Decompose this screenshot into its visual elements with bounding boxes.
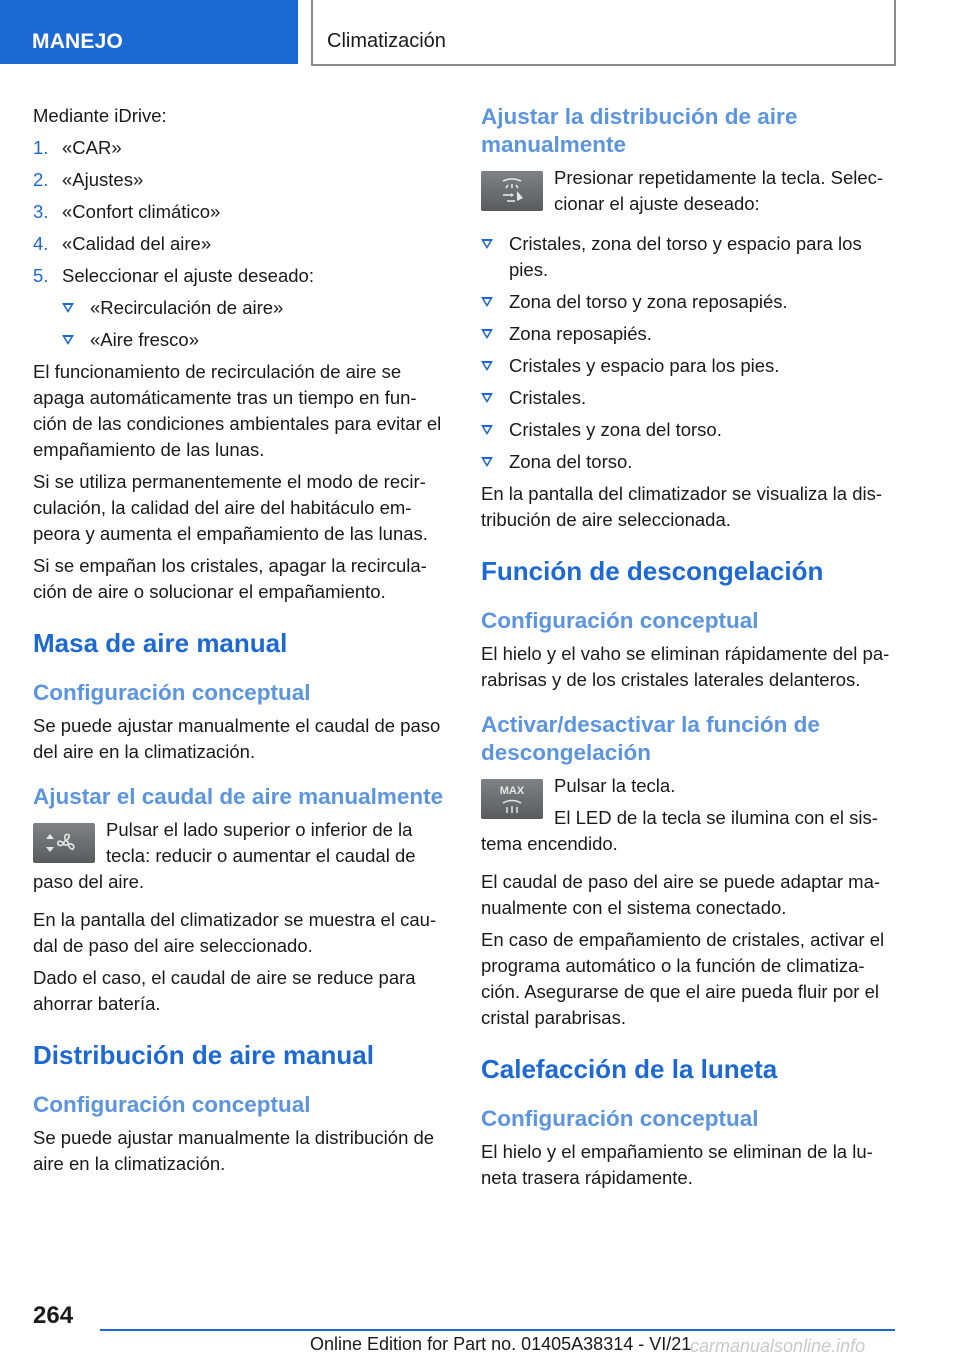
- step-number: 1.: [33, 137, 49, 158]
- section-tab: MANEJO: [0, 0, 298, 64]
- bullet-triangle-icon: [481, 457, 493, 467]
- bullet-triangle-icon: [481, 329, 493, 339]
- list-item-text: Cristales y espacio para los pies.: [509, 355, 780, 376]
- list-item-text: Zona reposapiés.: [509, 323, 652, 344]
- step-item: [33, 263, 448, 289]
- list-item-text: Cristales.: [509, 387, 587, 408]
- paragraph: Presionar repetidamente la tecla. Selec-cionar el ajuste deseado:: [554, 167, 884, 214]
- edition-note: Online Edition for Part no. 01405A38314 - VI/21: [310, 1334, 692, 1354]
- page-number: 264: [33, 1302, 74, 1329]
- paragraph: Pulsar la tecla.: [554, 775, 676, 796]
- list-item: [62, 295, 448, 321]
- heading-distribucion: Distribución de aire manual: [33, 1040, 374, 1070]
- step-number: 2.: [33, 169, 49, 190]
- paragraph: En la pantalla del climatizador se muestra el cau-dal de paso del aire seleccionado.: [33, 909, 437, 956]
- paragraph: Si se empañan los cristales, apagar la recircula-ción de aire o solucionar el empañamiento.: [33, 555, 427, 602]
- paragraph: El caudal de paso del aire se puede adaptar ma-nualmente con el sistema conectado.: [481, 871, 881, 918]
- bullet-triangle-icon: [62, 335, 74, 345]
- step-number: 3.: [33, 201, 49, 222]
- paragraph: Se puede ajustar manualmente el caudal de paso del aire en la climatización.: [33, 715, 441, 762]
- fan-speed-key-icon: [33, 823, 95, 863]
- footer-divider: [100, 1329, 895, 1331]
- paragraph: El funcionamiento de recirculación de aire se apaga automáticamente tras un tiempo en fun-ción de las condiciones ambientales para evitar el empañamiento de las lunas.: [33, 361, 442, 460]
- paragraph: En la pantalla del climatizador se visualiza la dis-tribución de aire seleccionada.: [481, 483, 883, 530]
- list-item-text: Zona del torso.: [509, 451, 633, 472]
- bullet-triangle-icon: [481, 425, 493, 435]
- step-text: «CAR»: [62, 137, 122, 158]
- heading-masa-aire: Masa de aire manual: [33, 628, 288, 658]
- bullet-triangle-icon: [481, 361, 493, 371]
- list-item: [481, 289, 896, 315]
- step-text: Seleccionar el ajuste deseado:: [62, 265, 314, 286]
- list-item-text: Cristales, zona del torso y espacio para los pies.: [509, 233, 862, 280]
- paragraph: Dado el caso, el caudal de aire se reduce para ahorrar batería.: [33, 967, 416, 1014]
- defrost-key-block: [481, 773, 896, 863]
- bullet-triangle-icon: [481, 393, 493, 403]
- bullet-triangle-icon: [481, 239, 493, 249]
- step-item: [33, 199, 448, 225]
- max-label: MAX: [499, 785, 525, 797]
- list-item-text: «Aire fresco»: [90, 329, 199, 350]
- chapter-title: Climatización: [311, 0, 896, 66]
- list-item: [481, 417, 896, 443]
- list-item: [481, 321, 896, 347]
- subheading-ajustar-distribucion: Ajustar la distribución de aire manualmente: [481, 104, 798, 157]
- list-item-text: Zona del torso y zona reposapiés.: [509, 291, 788, 312]
- step-text: «Calidad del aire»: [62, 233, 212, 254]
- step-item: [33, 167, 448, 193]
- paragraph: Se puede ajustar manualmente la distribución de aire en la climatización.: [33, 1127, 435, 1174]
- bullet-triangle-icon: [62, 303, 74, 313]
- list-item-text: Cristales y zona del torso.: [509, 419, 722, 440]
- step-text: «Ajustes»: [62, 169, 144, 190]
- list-item-text: «Recirculación de aire»: [90, 297, 284, 318]
- left-column: [33, 103, 448, 1183]
- watermark: carmanualsonline.info: [690, 1336, 866, 1356]
- heading-calefaccion-luneta: Calefacción de la luneta: [481, 1054, 778, 1084]
- step-item: [33, 135, 448, 161]
- subheading-ajustar-caudal: Ajustar el caudal de aire manualmente: [33, 784, 444, 809]
- subheading-configuracion: Configuración conceptual: [481, 1106, 759, 1131]
- subheading-configuracion: Configuración conceptual: [33, 1092, 311, 1117]
- list-item: [481, 385, 896, 411]
- heading-descongelacion: Función de descongelación: [481, 556, 824, 586]
- list-item: [481, 353, 896, 379]
- idrive-intro: Mediante iDrive:: [33, 105, 167, 126]
- paragraph: Pulsar el lado superior o inferior de la tecla: reducir o aumentar el caudal de paso del aire.: [33, 819, 416, 892]
- paragraph: El hielo y el empañamiento se eliminan de la lu-neta trasera rápidamente.: [481, 1141, 873, 1188]
- step-number: 5.: [33, 265, 49, 286]
- paragraph: En caso de empañamiento de cristales, activar el programa automático o la función de climatiza-ción. Asegurarse de que el aire pueda fluir por el cristal parabrisas.: [481, 929, 885, 1028]
- subheading-configuracion: Configuración conceptual: [33, 680, 311, 705]
- list-item: [481, 449, 896, 475]
- step-number: 4.: [33, 233, 49, 254]
- distribution-key-block: [481, 165, 896, 223]
- bullet-triangle-icon: [481, 297, 493, 307]
- paragraph: El hielo y el vaho se eliminan rápidamente del pa-rabrisas y de los cristales laterales delanteros.: [481, 643, 890, 690]
- fan-key-block: [33, 817, 448, 901]
- subheading-configuracion: Configuración conceptual: [481, 608, 759, 633]
- step-text: «Confort climático»: [62, 201, 221, 222]
- step-item: [33, 231, 448, 257]
- list-item: [481, 231, 896, 283]
- air-distribution-key-icon: [481, 171, 543, 211]
- paragraph: El LED de la tecla se ilumina con el sis-tema encendido.: [481, 807, 878, 854]
- right-column: [481, 103, 896, 1197]
- max-defrost-key-icon: [481, 779, 543, 819]
- list-item: [62, 327, 448, 353]
- subheading-activar-descongelacion: Activar/desactivar la función de descongelación: [481, 712, 820, 765]
- paragraph: Si se utiliza permanentemente el modo de recir-culación, la calidad del aire del habitáculo em-peora y aumenta el empañamiento de las lunas.: [33, 471, 428, 544]
